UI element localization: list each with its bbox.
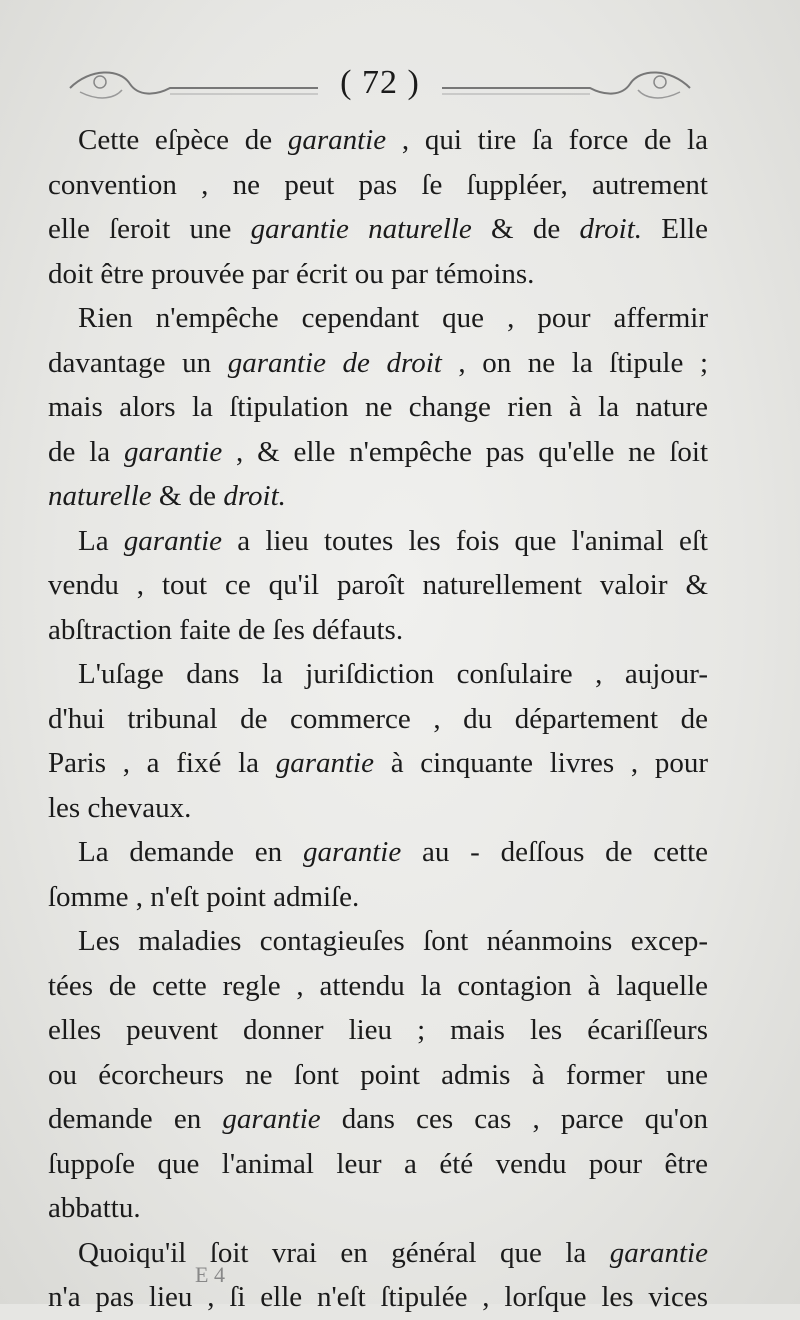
text-line [48,252,708,297]
text-span: , qui tire ſa force de la [386,124,708,156]
text-line [48,207,708,252]
text-span: mais alors la ſtipulation ne change rien à la nature [48,391,708,423]
text-span: abſtraction faite de ſes défauts. [48,613,404,646]
text-span: Paris , a fixé la [48,747,276,779]
italic-text: garantie [123,524,223,557]
text-line [48,1142,708,1187]
italic-text: garantie de droit [227,346,442,379]
text-span: & de [151,480,224,512]
text-span: convention , ne peut pas ſe ſuppléer, autrement [48,168,708,201]
text-span: Rien n'empêche cependant que , pour affermir [78,302,708,334]
text-line [48,1231,708,1276]
text-line [48,964,708,1009]
text-span: d'hui tribunal de commerce , du département de [48,702,708,735]
text-line [48,875,708,920]
text-line [48,1186,708,1231]
text-span: Quoiqu'il ſoit vrai en général que la [78,1236,610,1269]
text-span: abbattu. [48,1192,141,1224]
text-span: ſomme , n'eſt point admiſe. [48,880,360,913]
text-span: La demande en [78,836,303,868]
text-span: & de [471,213,580,245]
italic-text: naturelle [48,480,152,512]
text-span: Cette eſpèce de [78,124,288,156]
text-span: vendu , tout ce qu'il paroît naturellement valoir & [48,569,708,601]
text-line [48,474,708,519]
text-span: ſuppoſe que l'animal leur a été vendu pour être [48,1147,708,1180]
text-span: n'a pas lieu , ſi elle n'eſt ſtipulée , lorſque les vices [48,1281,708,1313]
italic-text: garantie [287,124,387,156]
text-span: La [78,524,124,557]
italic-text: garantie [302,836,402,868]
text-span: elle ſeroit une [48,213,251,245]
text-line [48,118,708,163]
text-line [48,430,708,475]
italic-text: droit. [579,213,643,245]
text-span: elles peuvent donner lieu ; mais les écariſſeurs [48,1014,708,1046]
text-line [48,296,708,341]
text-span: davantage un [48,346,228,379]
text-span: à cinquante livres , pour [374,747,709,779]
text-line [48,608,708,653]
italic-text: garantie [123,435,223,468]
right-ornament-icon [440,66,700,106]
signature-mark: E 4 [195,1262,225,1287]
text-span: Elle [642,213,708,245]
text-line [48,163,708,208]
text-line [48,1008,708,1053]
text-line [48,830,708,875]
text-span: L'uſage dans la juriſdiction conſulaire , aujour- [78,658,708,690]
text-span: ou écorcheurs ne ſont point admis à former une [48,1058,708,1091]
page-header [60,56,700,116]
text-span: , on ne la ſtipule ; [441,346,708,379]
text-line [48,786,708,831]
italic-text: droit. [223,480,286,512]
italic-text: garantie naturelle [250,213,472,245]
text-line [48,697,708,742]
text-span: de la [48,435,124,468]
text-line [48,741,708,786]
text-line [48,1275,708,1320]
text-line [48,519,708,564]
text-span: , & elle n'empêche pas qu'elle ne ſoit [222,435,709,468]
text-span: les chevaux. [48,791,192,824]
page-number: ( 72 ) [340,64,420,101]
text-span: doit être prouvée par écrit ou par témoins. [48,257,535,290]
italic-text: garantie [222,1103,321,1135]
text-line [48,1053,708,1098]
text-line [48,1097,708,1142]
text-span: au - deſſous de cette [401,836,708,868]
text-line [48,385,708,430]
text-span: dans ces cas , parce qu'on [320,1103,709,1135]
text-span: demande en [48,1103,223,1135]
text-line [48,563,708,608]
body-text [48,118,708,1320]
text-line [48,652,708,697]
text-line [48,919,708,964]
text-span: a lieu toutes les fois que l'animal eſt [222,524,708,557]
text-span: tées de cette regle , attendu la contagion à laquelle [48,969,708,1002]
italic-text: garantie [275,747,374,779]
text-line [48,341,708,386]
italic-text: garantie [609,1236,708,1269]
text-span: Les maladies contagieuſes ſont néanmoins excep- [78,925,708,957]
